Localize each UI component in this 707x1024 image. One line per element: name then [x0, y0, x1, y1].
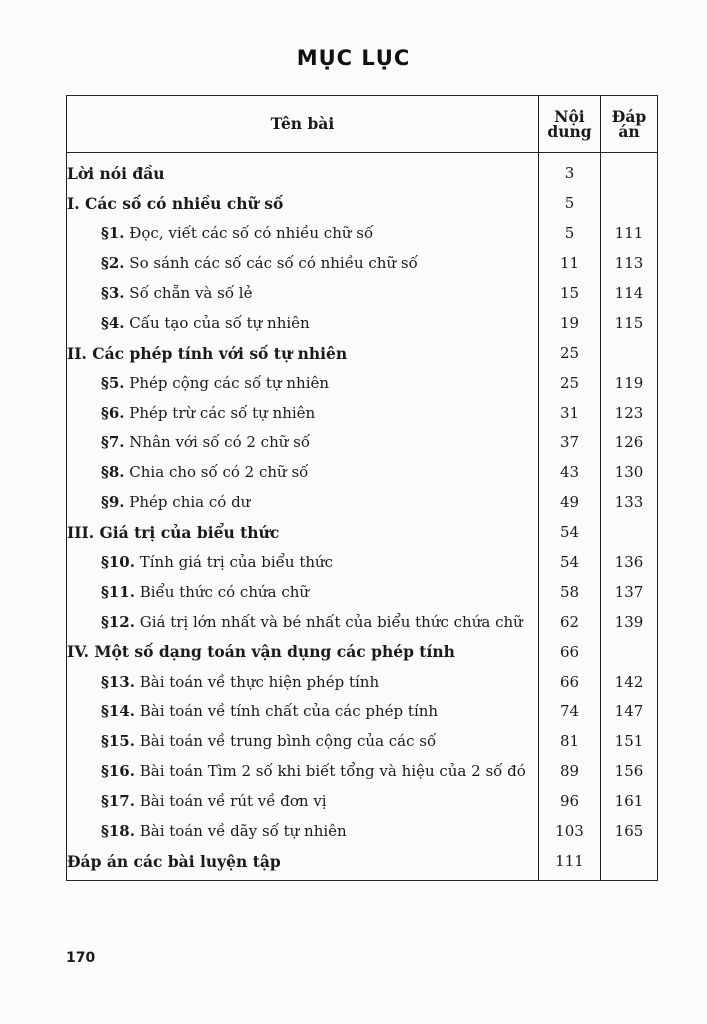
- toc-answer-page: 133: [601, 488, 658, 518]
- toc-content-page: 62: [539, 607, 601, 637]
- toc-lesson-row: [67, 548, 658, 578]
- toc-answer-page: 156: [601, 757, 658, 787]
- toc-entry-code: §9.: [101, 493, 125, 512]
- toc-entry-code: §18.: [101, 822, 135, 841]
- toc-content-page: 15: [539, 279, 601, 309]
- toc-answer-page: 130: [601, 458, 658, 488]
- toc-content-page: 25: [539, 368, 601, 398]
- toc-lesson-row: [67, 249, 658, 279]
- toc-content-page: 103: [539, 817, 601, 847]
- toc-body: [67, 153, 658, 881]
- toc-content-page: 37: [539, 428, 601, 458]
- toc-entry-code: §8.: [101, 463, 125, 482]
- toc-content-page: 66: [539, 637, 601, 667]
- toc-entry-label: Bài toán về trung bình cộng của các số: [139, 732, 437, 751]
- toc-entry-title: [67, 219, 539, 249]
- toc-answer-page: 147: [601, 697, 658, 727]
- toc-entry-title: [67, 458, 539, 488]
- toc-entry-title: [67, 727, 539, 757]
- header-content-page: [539, 96, 601, 153]
- header-answer-page: [601, 96, 658, 153]
- toc-entry-label: Giá trị lớn nhất và bé nhất của biểu thức chứa chữ: [139, 612, 523, 631]
- toc-entry-code: §10.: [101, 553, 135, 572]
- toc-lesson-row: [67, 279, 658, 309]
- toc-answer-page: [601, 189, 658, 219]
- toc-entry-label: Bài toán Tìm 2 số khi biết tổng và hiệu của 2 số đó: [139, 762, 526, 781]
- toc-content-page: 66: [539, 667, 601, 697]
- toc-content-page: 54: [539, 548, 601, 578]
- toc-entry-title: [67, 398, 539, 428]
- toc-lesson-row: [67, 697, 658, 727]
- toc-section-row: [67, 518, 658, 548]
- table-header-row: [67, 96, 658, 153]
- toc-entry-title: [67, 518, 539, 548]
- toc-answer-page: 114: [601, 279, 658, 309]
- toc-section-row: [67, 846, 658, 880]
- header-answer-line2: án: [618, 122, 640, 141]
- toc-lesson-row: [67, 817, 658, 847]
- toc-entry-label: Bài toán về thực hiện phép tính: [139, 672, 380, 691]
- toc-answer-page: [601, 637, 658, 667]
- toc-answer-page: 161: [601, 787, 658, 817]
- toc-entry-code: §15.: [101, 732, 135, 751]
- toc-content-page: 54: [539, 518, 601, 548]
- toc-answer-page: 111: [601, 219, 658, 249]
- table-of-contents: [66, 95, 658, 881]
- toc-entry-label: Đáp án các bài luyện tập: [67, 851, 281, 871]
- toc-lesson-row: [67, 458, 658, 488]
- toc-entry-label: So sánh các số các số có nhiều chữ số: [129, 254, 418, 273]
- toc-content-page: 89: [539, 757, 601, 787]
- toc-entry-label: Lời nói đầu: [67, 164, 165, 184]
- header-content-line2: dung: [547, 122, 592, 141]
- toc-entry-title: [67, 607, 539, 637]
- toc-answer-page: [601, 846, 658, 880]
- toc-entry-title: [67, 817, 539, 847]
- toc-lesson-row: [67, 577, 658, 607]
- toc-lesson-row: [67, 428, 658, 458]
- toc-content-page: 31: [539, 398, 601, 428]
- toc-entry-label: Tính giá trị của biểu thức: [139, 553, 334, 572]
- toc-entry-label: Số chẵn và số lẻ: [129, 284, 253, 302]
- toc-entry-title: [67, 189, 539, 219]
- toc-answer-page: 115: [601, 308, 658, 338]
- toc-answer-page: [601, 518, 658, 548]
- toc-answer-page: 142: [601, 667, 658, 697]
- toc-entry-code: §16.: [101, 762, 135, 781]
- toc-content-page: 3: [539, 153, 601, 189]
- toc-lesson-row: [67, 667, 658, 697]
- toc-content-page: 58: [539, 577, 601, 607]
- toc-entry-label: III. Giá trị của biểu thức: [67, 522, 280, 542]
- toc-entry-label: Phép chia có dư: [129, 493, 251, 512]
- toc-entry-label: Bài toán về tính chất của các phép tính: [139, 702, 439, 721]
- header-answer-line1: Đáp: [611, 106, 647, 126]
- toc-section-row: [67, 153, 658, 189]
- toc-answer-page: [601, 153, 658, 189]
- toc-entry-title: [67, 757, 539, 787]
- toc-entry-code: §17.: [101, 792, 135, 811]
- toc-answer-page: 123: [601, 398, 658, 428]
- toc-lesson-row: [67, 727, 658, 757]
- toc-entry-label: II. Các phép tính với số tự nhiên: [67, 343, 348, 363]
- toc-section-row: [67, 189, 658, 219]
- toc-content-page: 11: [539, 249, 601, 279]
- toc-content-page: 111: [539, 846, 601, 880]
- toc-entry-label: Cấu tạo của số tự nhiên: [129, 313, 310, 332]
- toc-answer-page: 137: [601, 577, 658, 607]
- page-number: 170: [66, 950, 96, 966]
- toc-lesson-row: [67, 219, 658, 249]
- toc-lesson-row: [67, 787, 658, 817]
- toc-entry-code: §5.: [101, 373, 125, 392]
- header-lesson-name: Tên bài: [67, 96, 539, 153]
- toc-entry-code: §12.: [101, 612, 135, 631]
- toc-entry-label: IV. Một số dạng toán vận dụng các phép tính: [67, 642, 455, 662]
- toc-entry-code: §1.: [101, 224, 125, 243]
- toc-entry-title: [67, 368, 539, 398]
- toc-answer-page: 139: [601, 607, 658, 637]
- toc-section-row: [67, 637, 658, 667]
- toc-entry-label: Chia cho số có 2 chữ số: [129, 463, 309, 482]
- toc-content-page: 49: [539, 488, 601, 518]
- toc-entry-label: Bài toán về rút về đơn vị: [139, 792, 327, 811]
- toc-entry-code: §14.: [101, 702, 135, 721]
- toc-content-page: 74: [539, 697, 601, 727]
- toc-entry-title: [67, 577, 539, 607]
- toc-content-page: 5: [539, 189, 601, 219]
- toc-lesson-row: [67, 607, 658, 637]
- toc-entry-label: I. Các số có nhiều chữ số: [67, 194, 284, 214]
- toc-entry-code: §13.: [101, 672, 135, 691]
- toc-content-page: 19: [539, 308, 601, 338]
- toc-entry-code: §3.: [101, 284, 125, 302]
- toc-answer-page: 165: [601, 817, 658, 847]
- toc-answer-page: 136: [601, 548, 658, 578]
- toc-entry-title: [67, 787, 539, 817]
- toc-entry-code: §7.: [101, 433, 125, 452]
- toc-entry-title: [67, 488, 539, 518]
- toc-entry-title: [67, 667, 539, 697]
- toc-answer-page: [601, 338, 658, 368]
- toc-entry-label: Bài toán về dãy số tự nhiên: [139, 822, 347, 841]
- header-content-line1: Nội: [554, 106, 585, 126]
- toc-entry-title: [67, 249, 539, 279]
- toc-entry-title: [67, 308, 539, 338]
- toc-content-page: 96: [539, 787, 601, 817]
- toc-answer-page: 126: [601, 428, 658, 458]
- toc-entry-title: [67, 279, 539, 309]
- toc-entry-label: Đọc, viết các số có nhiều chữ số: [129, 224, 374, 243]
- toc-entry-label: Phép trừ các số tự nhiên: [129, 403, 316, 422]
- toc-entry-code: §4.: [101, 313, 125, 332]
- toc-section-row: [67, 338, 658, 368]
- toc-lesson-row: [67, 757, 658, 787]
- toc-content-page: 25: [539, 338, 601, 368]
- toc-lesson-row: [67, 398, 658, 428]
- toc-entry-title: [67, 846, 539, 880]
- toc-entry-code: §6.: [101, 403, 125, 422]
- page-title: MỤC LỤC: [296, 46, 411, 70]
- toc-entry-label: Phép cộng các số tự nhiên: [129, 373, 330, 392]
- toc-content-page: 43: [539, 458, 601, 488]
- toc-entry-title: [67, 428, 539, 458]
- toc-entry-code: §2.: [101, 254, 125, 273]
- toc-answer-page: 151: [601, 727, 658, 757]
- toc-lesson-row: [67, 488, 658, 518]
- toc-entry-title: [67, 697, 539, 727]
- toc-content-page: 5: [539, 219, 601, 249]
- toc-entry-title: [67, 548, 539, 578]
- toc-entry-title: [67, 153, 539, 189]
- toc-entry-title: [67, 338, 539, 368]
- toc-entry-title: [67, 637, 539, 667]
- toc-content-page: 81: [539, 727, 601, 757]
- toc-entry-label: Biểu thức có chứa chữ: [139, 582, 310, 601]
- toc-entry-label: Nhân với số có 2 chữ số: [129, 433, 311, 452]
- toc-lesson-row: [67, 368, 658, 398]
- toc-lesson-row: [67, 308, 658, 338]
- toc-answer-page: 119: [601, 368, 658, 398]
- toc-entry-code: §11.: [101, 582, 135, 601]
- toc-answer-page: 113: [601, 249, 658, 279]
